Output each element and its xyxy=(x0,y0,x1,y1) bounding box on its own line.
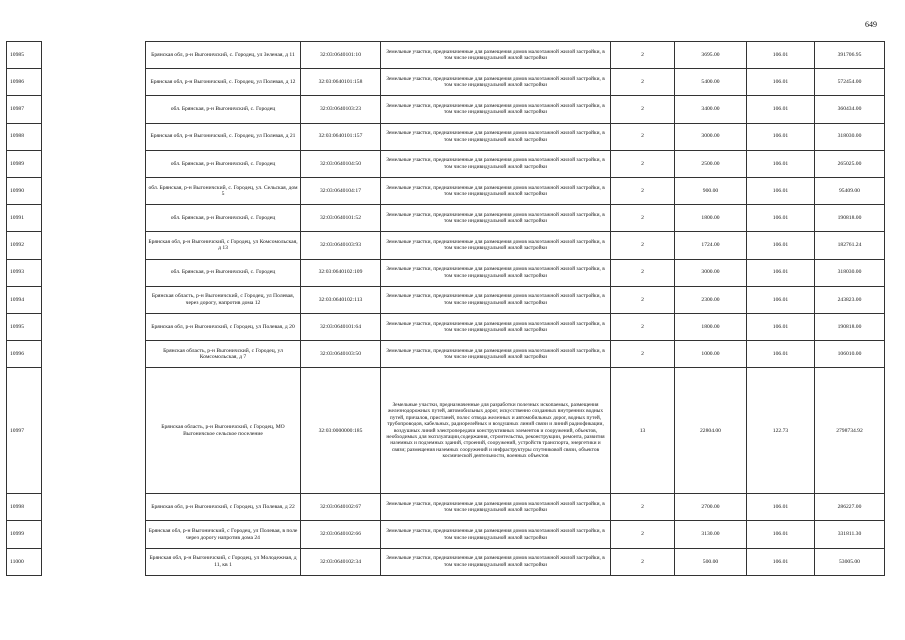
cadastral-value-cell: 265025.00 xyxy=(815,150,885,177)
table-row xyxy=(7,205,885,232)
table-body xyxy=(7,42,885,576)
area-cell: 3695.00 xyxy=(675,42,747,69)
table-row xyxy=(7,69,885,96)
cadastral-number-cell: 32:03:0640101:52 xyxy=(301,205,381,232)
table-row xyxy=(7,548,885,575)
cadastral-number-cell: 32:03:0640103:50 xyxy=(301,341,381,368)
table-row xyxy=(7,521,885,548)
table-row xyxy=(7,96,885,123)
land-use-cell: Земельные участки, предназначенные для размещения домов малоэтажной жилой застройки, в том числе индивидуальной жилой застройки xyxy=(381,69,611,96)
table-row xyxy=(7,232,885,259)
use-group-cell: 2 xyxy=(611,494,675,521)
rate-cell: 106.01 xyxy=(747,313,815,340)
area-cell: 900.00 xyxy=(675,177,747,204)
spacer-cell xyxy=(42,521,146,548)
address-cell: Брянская область, р-н Выгоничский, с Городец, ул Комсомольская, д 7 xyxy=(146,341,301,368)
spacer-cell xyxy=(42,96,146,123)
spacer-cell xyxy=(42,286,146,313)
use-group-cell: 2 xyxy=(611,150,675,177)
rate-cell: 106.01 xyxy=(747,286,815,313)
use-group-cell: 2 xyxy=(611,341,675,368)
area-cell: 2300.00 xyxy=(675,286,747,313)
spacer-cell xyxy=(42,232,146,259)
cadastral-number-cell: 32:03:0640102:113 xyxy=(301,286,381,313)
record-number: 10989 xyxy=(7,150,42,177)
area-cell: 2700.00 xyxy=(675,494,747,521)
land-use-cell: Земельные участки, предназначенные для размещения домов малоэтажной жилой застройки, в том числе индивидуальной жилой застройки xyxy=(381,259,611,286)
address-cell: Брянская обл, р-н Выгоничский, с. Городец, ул Полевая, д 12 xyxy=(146,69,301,96)
record-number: 10987 xyxy=(7,96,42,123)
cadastral-value-cell: 190818.00 xyxy=(815,205,885,232)
cadastral-number-cell: 32:03:0640104:17 xyxy=(301,177,381,204)
table-row xyxy=(7,123,885,150)
area-cell: 22804.00 xyxy=(675,368,747,494)
record-number: 10997 xyxy=(7,368,42,494)
spacer-cell xyxy=(42,123,146,150)
address-cell: Брянская обл, р-н Выгоничский, с Городец, ул Полевая, д 22 xyxy=(146,494,301,521)
record-number: 10993 xyxy=(7,259,42,286)
address-cell: обл. Брянская, р-н Выгоничский, с. Городец, ул. Сельская, дом 5 xyxy=(146,177,301,204)
rate-cell: 122.73 xyxy=(747,368,815,494)
area-cell: 500.00 xyxy=(675,548,747,575)
area-cell: 2500.00 xyxy=(675,150,747,177)
cadastral-value-cell: 318030.00 xyxy=(815,123,885,150)
record-number: 10990 xyxy=(7,177,42,204)
use-group-cell: 2 xyxy=(611,177,675,204)
address-cell: обл. Брянская, р-н Выгоничский, с. Городец xyxy=(146,96,301,123)
land-use-cell: Земельные участки, предназначенные для размещения домов малоэтажной жилой застройки, в том числе индивидуальной жилой застройки xyxy=(381,177,611,204)
cadastral-value-cell: 190818.00 xyxy=(815,313,885,340)
land-use-cell: Земельные участки, предназначенные для размещения домов малоэтажной жилой застройки, в том числе индивидуальной жилой застройки xyxy=(381,286,611,313)
address-cell: Брянская обл, р-н Выгоничский, с Городец, ул Комсомольская, д 13 xyxy=(146,232,301,259)
spacer-cell xyxy=(42,205,146,232)
spacer-cell xyxy=(42,313,146,340)
land-use-cell: Земельные участки, предназначенные для размещения домов малоэтажной жилой застройки, в том числе индивидуальной жилой застройки xyxy=(381,521,611,548)
rate-cell: 106.01 xyxy=(747,123,815,150)
rate-cell: 106.01 xyxy=(747,521,815,548)
cadastral-number-cell: 32:03:0640103:93 xyxy=(301,232,381,259)
land-use-cell: Земельные участки, предназначенные для размещения домов малоэтажной жилой застройки, в том числе индивидуальной жилой застройки xyxy=(381,494,611,521)
cadastral-value-cell: 318030.00 xyxy=(815,259,885,286)
spacer-cell xyxy=(42,494,146,521)
rate-cell: 106.01 xyxy=(747,177,815,204)
rate-cell: 106.01 xyxy=(747,232,815,259)
use-group-cell: 2 xyxy=(611,548,675,575)
rate-cell: 106.01 xyxy=(747,494,815,521)
address-cell: обл. Брянская, р-н Выгоничский, с. Городец xyxy=(146,150,301,177)
cadastral-value-cell: 331811.30 xyxy=(815,521,885,548)
use-group-cell: 2 xyxy=(611,123,675,150)
use-group-cell: 2 xyxy=(611,96,675,123)
cadastral-number-cell: 32:03:0000000:185 xyxy=(301,368,381,494)
area-cell: 3130.00 xyxy=(675,521,747,548)
table-row xyxy=(7,341,885,368)
area-cell: 1000.00 xyxy=(675,341,747,368)
spacer-cell xyxy=(42,259,146,286)
table-row xyxy=(7,313,885,340)
cadastral-number-cell: 32:03:0640102:67 xyxy=(301,494,381,521)
address-cell: Брянская область, р-н Выгоничский, с Городец, МО Выгоничское сельское поселение xyxy=(146,368,301,494)
area-cell: 1800.00 xyxy=(675,205,747,232)
table-row xyxy=(7,177,885,204)
rate-cell: 106.01 xyxy=(747,205,815,232)
land-registry-table xyxy=(6,41,885,576)
record-number: 11000 xyxy=(7,548,42,575)
cadastral-number-cell: 32:03:0640101:157 xyxy=(301,123,381,150)
address-cell: Брянская обл, р-н Выгоничский, с Городец, ул Молодежная, д 11, кв 1 xyxy=(146,548,301,575)
table-row xyxy=(7,494,885,521)
record-number: 10999 xyxy=(7,521,42,548)
record-number: 10994 xyxy=(7,286,42,313)
spacer-cell xyxy=(42,69,146,96)
land-use-cell: Земельные участки, предназначенные для размещения домов малоэтажной жилой застройки, в том числе индивидуальной жилой застройки xyxy=(381,232,611,259)
table-row xyxy=(7,150,885,177)
use-group-cell: 13 xyxy=(611,368,675,494)
cadastral-value-cell: 572454.00 xyxy=(815,69,885,96)
rate-cell: 106.01 xyxy=(747,69,815,96)
cadastral-number-cell: 32:03:0640102:34 xyxy=(301,548,381,575)
spacer-cell xyxy=(42,177,146,204)
cadastral-number-cell: 32:03:0640101:158 xyxy=(301,69,381,96)
table-row xyxy=(7,42,885,69)
address-cell: Брянская обл, р-н Выгоничский, с Городец, ул Полевая, в поле через дорогу напротив дома 24 xyxy=(146,521,301,548)
address-cell: обл. Брянская, р-н Выгоничский, с. Городец xyxy=(146,259,301,286)
cadastral-number-cell: 32:03:0640102:66 xyxy=(301,521,381,548)
address-cell: Брянская область, р-н Выгоничский, с Городец, ул Полевая, через дорогу, напротив дома 12 xyxy=(146,286,301,313)
use-group-cell: 2 xyxy=(611,42,675,69)
cadastral-number-cell: 32:03:0640102:109 xyxy=(301,259,381,286)
address-cell: Брянская обл, р-н Выгоничский, с Городец, ул Полевая, д 20 xyxy=(146,313,301,340)
cadastral-number-cell: 32:03:0640101:10 xyxy=(301,42,381,69)
rate-cell: 106.01 xyxy=(747,96,815,123)
record-number: 10985 xyxy=(7,42,42,69)
spacer-cell xyxy=(42,368,146,494)
rate-cell: 106.01 xyxy=(747,42,815,69)
land-use-cell: Земельные участки, предназначенные для размещения домов малоэтажной жилой застройки, в том числе индивидуальной жилой застройки xyxy=(381,96,611,123)
spacer-cell xyxy=(42,42,146,69)
land-use-cell: Земельные участки, предназначенные для размещения домов малоэтажной жилой застройки, в том числе индивидуальной жилой застройки xyxy=(381,42,611,69)
record-number: 10998 xyxy=(7,494,42,521)
area-cell: 1800.00 xyxy=(675,313,747,340)
land-use-cell: Земельные участки, предназначенные для размещения домов малоэтажной жилой застройки, в том числе индивидуальной жилой застройки xyxy=(381,548,611,575)
area-cell: 3000.00 xyxy=(675,259,747,286)
cadastral-number-cell: 32:03:0640101:64 xyxy=(301,313,381,340)
land-use-cell: Земельные участки, предназначенные для размещения домов малоэтажной жилой застройки, в том числе индивидуальной жилой застройки xyxy=(381,123,611,150)
use-group-cell: 2 xyxy=(611,259,675,286)
rate-cell: 106.01 xyxy=(747,259,815,286)
use-group-cell: 2 xyxy=(611,205,675,232)
cadastral-value-cell: 182761.24 xyxy=(815,232,885,259)
land-use-cell: Земельные участки, предназначенные для размещения домов малоэтажной жилой застройки, в том числе индивидуальной жилой застройки xyxy=(381,341,611,368)
use-group-cell: 2 xyxy=(611,521,675,548)
cadastral-value-cell: 286227.00 xyxy=(815,494,885,521)
cadastral-value-cell: 95409.00 xyxy=(815,177,885,204)
land-use-cell: Земельные участки, предназначенные для размещения домов малоэтажной жилой застройки, в том числе индивидуальной жилой застройки xyxy=(381,205,611,232)
area-cell: 5400.00 xyxy=(675,69,747,96)
use-group-cell: 2 xyxy=(611,232,675,259)
rate-cell: 106.01 xyxy=(747,150,815,177)
address-cell: обл. Брянская, р-н Выгоничский, с. Городец xyxy=(146,205,301,232)
page-number: 649 xyxy=(865,20,877,29)
land-use-cell: Земельные участки, предназначенные для размещения домов малоэтажной жилой застройки, в том числе индивидуальной жилой застройки xyxy=(381,313,611,340)
record-number: 10986 xyxy=(7,69,42,96)
cadastral-value-cell: 243823.00 xyxy=(815,286,885,313)
spacer-cell xyxy=(42,548,146,575)
cadastral-value-cell: 360434.00 xyxy=(815,96,885,123)
cadastral-value-cell: 106010.00 xyxy=(815,341,885,368)
area-cell: 1724.00 xyxy=(675,232,747,259)
table-row xyxy=(7,259,885,286)
rate-cell: 106.01 xyxy=(747,548,815,575)
spacer-cell xyxy=(42,341,146,368)
cadastral-value-cell: 391706.95 xyxy=(815,42,885,69)
area-cell: 3000.00 xyxy=(675,123,747,150)
address-cell: Брянская обл, р-н Выгоничский, с. Городец, ул Полевая, д 21 xyxy=(146,123,301,150)
land-use-cell: Земельные участки, предназначенные для размещения домов малоэтажной жилой застройки, в том числе индивидуальной жилой застройки xyxy=(381,150,611,177)
record-number: 10988 xyxy=(7,123,42,150)
land-use-cell: Земельные участки, предназначенные для разработки полезных ископаемых, размещения железнодорожных путей, автомобильных дорог, искусственно созданных внутренних водных путей, причалов, пристаней, полос отвода железных и автомобильных дорог, водных путей, трубопроводов, кабельных, радиорелейных и воздушных линий связи и линий радиофикации, воздушных линий электропередачи конструктивных элементов и сооружений, объектов, необходимых для эксплуатации,содержания, строительства, реконструкции, ремонта, развития наземных и подземных зданий, строений, сооружений, устройств транспорта, энергетики и связи; размещения наземных сооружений и инфраструктуры спутниковой связи, объектов космической деятельности, военных объектов xyxy=(381,368,611,494)
cadastral-value-cell: 53005.00 xyxy=(815,548,885,575)
use-group-cell: 2 xyxy=(611,69,675,96)
area-cell: 3400.00 xyxy=(675,96,747,123)
record-number: 10995 xyxy=(7,313,42,340)
use-group-cell: 2 xyxy=(611,313,675,340)
table-row xyxy=(7,286,885,313)
address-cell: Брянская обл, р-н Выгоничский, с. Городец, ул Зеленая, д 11 xyxy=(146,42,301,69)
use-group-cell: 2 xyxy=(611,286,675,313)
cadastral-number-cell: 32:03:0640103:23 xyxy=(301,96,381,123)
record-number: 10991 xyxy=(7,205,42,232)
record-number: 10992 xyxy=(7,232,42,259)
spacer-cell xyxy=(42,150,146,177)
table-row xyxy=(7,368,885,494)
record-number: 10996 xyxy=(7,341,42,368)
cadastral-number-cell: 32:03:0640104:50 xyxy=(301,150,381,177)
rate-cell: 106.01 xyxy=(747,341,815,368)
cadastral-value-cell: 2798734.92 xyxy=(815,368,885,494)
